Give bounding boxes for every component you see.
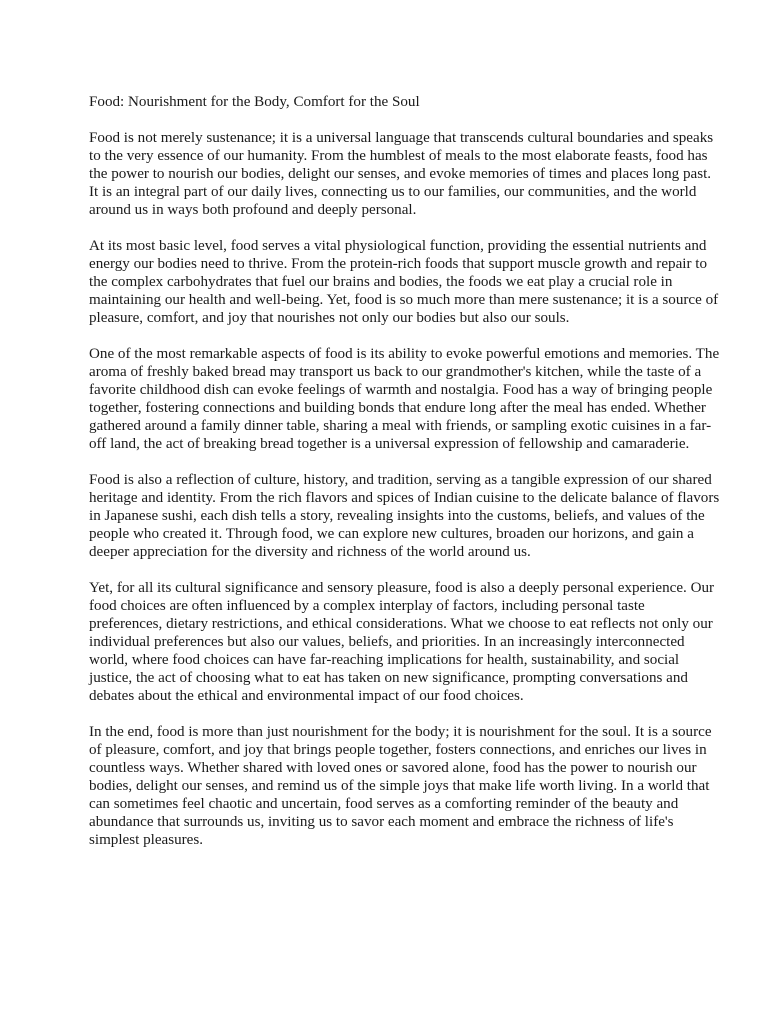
paragraph-2: At its most basic level, food serves a vital physiological function, providing the essential nutrients and energy our bodies need to thrive. From the protein-rich foods that support muscle growth and repair to the complex carbohydrates that fuel our brains and bodies, the foods we eat play a crucial role in maintaining our health and well-being. Yet, food is so much more than mere sustenance; it is a source of pleasure, comfort, and joy that nourishes not only our bodies but also our souls. [89, 238, 719, 326]
paragraph-3: One of the most remarkable aspects of food is its ability to evoke powerful emotions and memories. The aroma of freshly baked bread may transport us back to our grandmother's kitchen, while the taste of a favorite childhood dish can evoke feelings of warmth and nostalgia. Food has a way of bringing people together, fostering connections and building bonds that endure long after the meal has ended. Whether gathered around a family dinner table, sharing a meal with friends, or sampling exotic cuisines in a far-off land, the act of breaking bread together is a universal expression of fellowship and camaraderie. [89, 346, 720, 452]
paragraph-4: Food is also a reflection of culture, history, and tradition, serving as a tangible expression of our shared heritage and identity. From the rich flavors and spices of Indian cuisine to the delicate balance of flavors in Japanese sushi, each dish tells a story, revealing insights into the customs, beliefs, and values of the people who created it. Through food, we can explore new cultures, broaden our horizons, and gain a deeper appreciation for the diversity and richness of the world around us. [89, 472, 720, 560]
paragraph-6: In the end, food is more than just nourishment for the body; it is nourishment for the soul. It is a source of pleasure, comfort, and joy that brings people together, fosters connections, and enriches our lives in countless ways. Whether shared with loved ones or savored alone, food has the power to nourish our bodies, delight our senses, and remind us of the simple joys that make life worth living. In a world that can sometimes feel chaotic and uncertain, food serves as a comforting reminder of the beauty and abundance that surrounds us, inviting us to savor each moment and embrace the richness of life's simplest pleasures. [89, 724, 712, 848]
document-title: Food: Nourishment for the Body, Comfort for the Soul [89, 94, 420, 110]
paragraph-5: Yet, for all its cultural significance and sensory pleasure, food is also a deeply personal experience. Our food choices are often influenced by a complex interplay of factors, including personal taste preferences, dietary restrictions, and ethical considerations. What we choose to eat reflects not only our individual preferences but also our values, beliefs, and priorities. In an increasingly interconnected world, where food choices can have far-reaching implications for health, sustainability, and social justice, the act of choosing what to eat has taken on new significance, prompting conversations and debates about the ethical and environmental impact of our food choices. [89, 580, 715, 704]
paragraph-1: Food is not merely sustenance; it is a universal language that transcends cultural boundaries and speaks to the very essence of our humanity. From the humblest of meals to the most elaborate feasts, food has the power to nourish our bodies, delight our senses, and evoke memories of times and places long past. It is an integral part of our daily lives, connecting us to our families, our communities, and the world around us in ways both profound and deeply personal. [89, 130, 714, 218]
